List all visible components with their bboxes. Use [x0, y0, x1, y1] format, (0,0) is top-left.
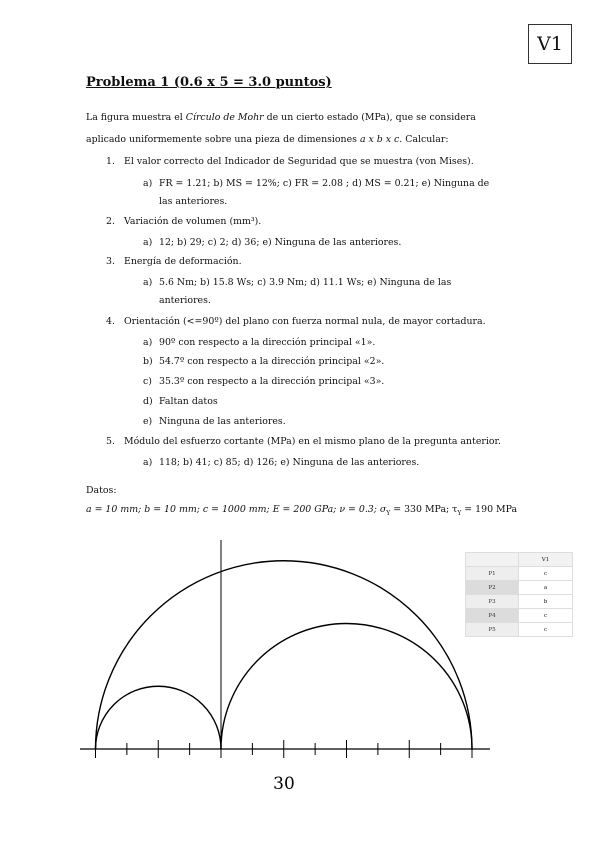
problem-title: Problema 1 (0.6 x 5 = 3.0 puntos)	[86, 75, 332, 90]
mohr-circles	[96, 561, 473, 749]
question-number: 5.	[106, 436, 115, 447]
grid-cell: c	[519, 623, 573, 637]
grid-row-label: P1	[466, 567, 519, 581]
grid-header: V1	[519, 553, 573, 567]
option-text: Ninguna de las anteriores.	[159, 416, 286, 427]
datos-subscript: Y	[386, 509, 391, 517]
option-continuation: anteriores.	[159, 295, 211, 306]
grid-row-label: P5	[466, 623, 519, 637]
intro-text: . Calcular:	[399, 134, 449, 145]
option-letter: e)	[143, 416, 153, 427]
intro-italic: Círculo de Mohr	[185, 112, 264, 123]
version-box: V1	[528, 24, 572, 64]
option-letter: a)	[143, 457, 153, 468]
option-letter: a)	[143, 277, 153, 288]
datos-text: = 330 MPa; τ	[390, 504, 458, 515]
option-text: 54.7º con respecto a la dirección principal «2».	[159, 356, 385, 367]
question-number: 3.	[106, 256, 115, 267]
grid-cell: c	[519, 609, 573, 623]
option-text: 35.3º con respecto a la dirección principal «3».	[159, 376, 385, 387]
grid-cell: a	[519, 581, 573, 595]
mohr-circle-left	[96, 686, 222, 749]
datos-text: = 190 MPa	[461, 504, 518, 515]
question-text: Módulo del esfuerzo cortante (MPa) en el mismo plano de la pregunta anterior.	[124, 436, 501, 447]
question-text: El valor correcto del Indicador de Seguridad que se muestra (von Mises).	[124, 156, 474, 167]
option-letter: c)	[143, 376, 152, 387]
option-continuation: las anteriores.	[159, 196, 228, 207]
question-number: 4.	[106, 316, 115, 327]
mohr-circle-outer	[96, 561, 473, 749]
option-letter: b)	[143, 356, 153, 367]
grid-row-label: P2	[466, 581, 519, 595]
question-text: Orientación (<=90º) del plano con fuerza normal nula, de mayor cortadura.	[124, 316, 486, 327]
option-text: Faltan datos	[159, 396, 218, 407]
option-letter: a)	[143, 178, 153, 189]
option-text: FR = 1.21; b) MS = 12%; c) FR = 2.08 ; d) MS = 0.21; e) Ninguna de	[159, 178, 490, 189]
datos-text: a = 10 mm; b = 10 mm; c = 1000 mm; E = 200 GPa; ν = 0.3; σ	[86, 504, 387, 515]
intro-text: aplicado uniformemente sobre una pieza de dimensiones	[86, 134, 360, 145]
question-number: 1.	[106, 156, 115, 167]
intro-text: La figura muestra el	[86, 112, 186, 123]
grid-row-label: P4	[466, 609, 519, 623]
option-letter: a)	[143, 237, 153, 248]
intro-text: de un cierto estado (MPa), que se considera	[263, 112, 476, 123]
question-number: 2.	[106, 216, 115, 227]
datos-subscript: Y	[457, 509, 462, 517]
grid-cell: c	[519, 567, 573, 581]
option-text: 90º con respecto a la dirección principal «1».	[159, 337, 376, 348]
option-letter: d)	[143, 396, 153, 407]
scale-label: 30	[273, 774, 295, 794]
grid-cell: b	[519, 595, 573, 609]
option-text: 118; b) 41; c) 85; d) 126; e) Ninguna de las anteriores.	[159, 457, 420, 468]
mohr-circle-right	[221, 624, 472, 750]
datos-label: Datos:	[86, 485, 117, 496]
option-letter: a)	[143, 337, 153, 348]
option-text: 12; b) 29; c) 2; d) 36; e) Ninguna de las anteriores.	[159, 237, 402, 248]
grid-row-label: P3	[466, 595, 519, 609]
intro-italic: a x b x c	[359, 134, 400, 145]
option-text: 5.6 Nm; b) 15.8 Ws; c) 3.9 Nm; d) 11.1 Ws; e) Ninguna de las	[159, 277, 452, 288]
question-text: Energía de deformación.	[124, 256, 242, 267]
question-text: Variación de volumen (mm³).	[124, 216, 262, 227]
